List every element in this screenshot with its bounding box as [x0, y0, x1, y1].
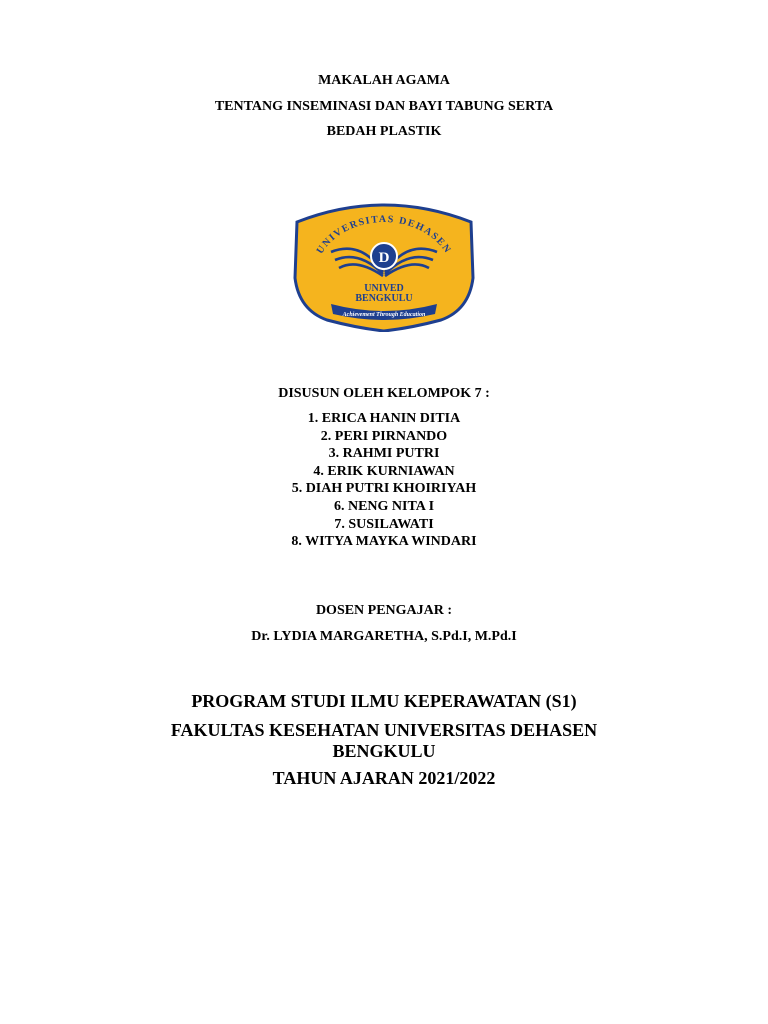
lecturer-heading: DOSEN PENGAJAR :: [315, 603, 453, 618]
program-line: PROGRAM STUDI ILMU KEPERAWATAN (S1): [191, 691, 577, 711]
title-line-2: TENTANG INSEMINASI DAN BAYI TABUNG SERTA: [214, 99, 554, 114]
logo-arc-text: UNIVERSITAS DEHASEN: [314, 213, 454, 257]
list-item: 5. DIAH PUTRI KHOIRIYAH: [291, 481, 477, 497]
list-item: 4. ERIK KURNIAWAN: [313, 463, 455, 479]
title-line-3: BEDAH PLASTIK: [326, 124, 442, 139]
university-logo: [291, 200, 477, 332]
logo-name-line-1: UNIVED: [364, 283, 404, 294]
list-item: 7. SUSILAWATI: [334, 516, 434, 532]
group-heading: DISUSUN OLEH KELOMPOK 7 :: [278, 386, 490, 401]
list-item: 1. ERICA HANIN DITIA: [307, 411, 461, 426]
faculty-line-1: FAKULTAS KESEHATAN UNIVERSITAS DEHASEN: [170, 720, 598, 740]
logo-letter: D: [378, 250, 390, 266]
faculty-line-2: BENGKULU: [332, 741, 436, 761]
list-item: 2. PERI PIRNANDO: [320, 428, 448, 444]
lecturer-name: Dr. LYDIA MARGARETHA, S.Pd.I, M.Pd.I: [251, 629, 517, 644]
member-list: [0, 410, 768, 551]
logo-motto: Achievement Through Education: [342, 312, 426, 318]
list-item: 3. RAHMI PUTRI: [328, 446, 440, 462]
list-item: 8. WITYA MAYKA WINDARI: [291, 534, 477, 550]
title-line-1: MAKALAH AGAMA: [318, 73, 450, 88]
list-item: 6. NENG NITA I: [333, 498, 435, 514]
academic-year: TAHUN AJARAN 2021/2022: [272, 768, 496, 788]
logo-name-line-2: BENGKULU: [355, 293, 413, 304]
